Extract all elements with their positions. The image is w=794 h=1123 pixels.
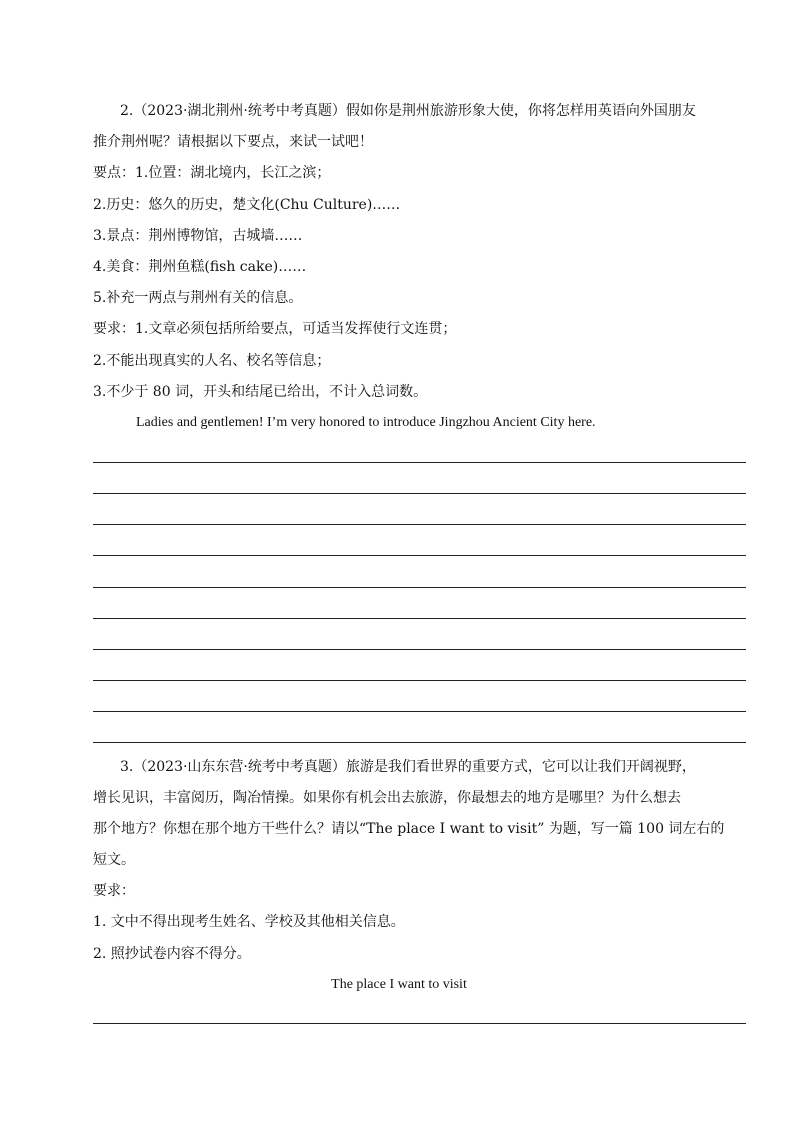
q3-prompt-line-2: 增长见识，丰富阅历，陶冶情操。如果你有机会出去旅游，你最想去的地方是哪里？为什么想去 xyxy=(93,790,681,806)
q3-answer-line xyxy=(93,1023,746,1024)
q2-answer-line xyxy=(93,618,746,619)
q2-requirement-3: 3.不少于 80 词，开头和结尾已给出，不计入总词数。 xyxy=(93,384,428,400)
q3-prompt-line-4: 短文。 xyxy=(93,852,135,868)
q2-answer-line xyxy=(93,524,746,525)
q2-point-3: 3.景点：荆州博物馆，古城墙…… xyxy=(93,228,303,244)
q2-requirement-2: 2.不能出现真实的人名、校名等信息； xyxy=(93,353,331,369)
q3-requirements-title: 要求： xyxy=(93,883,135,899)
q3-prompt-line-3: 那个地方？你想在那个地方干些什么？请以“The place I want to visit” 为题，写一篇 100 词左右的 xyxy=(93,821,725,837)
q2-prompt-line-1: 2.（2023·湖北荆州·统考中考真题）假如你是荆州旅游形象大使，你将怎样用英语向外国朋友 xyxy=(120,103,696,119)
q2-answer-line xyxy=(93,742,746,743)
q2-answer-line xyxy=(93,711,746,712)
q3-prompt-line-1: 3.（2023·山东东营·统考中考真题）旅游是我们看世界的重要方式，它可以让我们开阔视野， xyxy=(120,759,696,775)
q2-point-1: 要点：1.位置：湖北境内，长江之滨； xyxy=(93,165,331,181)
q2-answer-line xyxy=(93,649,746,650)
q2-opening-sentence: Ladies and gentlemen! I’m very honored to introduce Jingzhou Ancient City here. xyxy=(136,415,596,430)
q3-requirement-1: 1. 文中不得出现考生姓名、学校及其他相关信息。 xyxy=(93,914,405,930)
q2-point-4: 4.美食：荆州鱼糕(fish cake)…… xyxy=(93,259,307,275)
q2-answer-line xyxy=(93,555,746,556)
q2-answer-line xyxy=(93,587,746,588)
q2-requirement-1: 要求：1.文章必须包括所给要点，可适当发挥使行文连贯； xyxy=(93,321,457,337)
q2-answer-line xyxy=(93,680,746,681)
q2-answer-line xyxy=(93,462,746,463)
q2-answer-line xyxy=(93,493,746,494)
q2-prompt-line-2: 推介荆州呢？请根据以下要点，来试一试吧！ xyxy=(93,134,373,150)
q2-point-5: 5.补充一两点与荆州有关的信息。 xyxy=(93,290,303,306)
q2-point-2: 2.历史：悠久的历史，楚文化(Chu Culture)…… xyxy=(93,197,401,213)
q3-essay-title: The place I want to visit xyxy=(331,977,467,992)
q3-requirement-2: 2. 照抄试卷内容不得分。 xyxy=(93,946,251,962)
